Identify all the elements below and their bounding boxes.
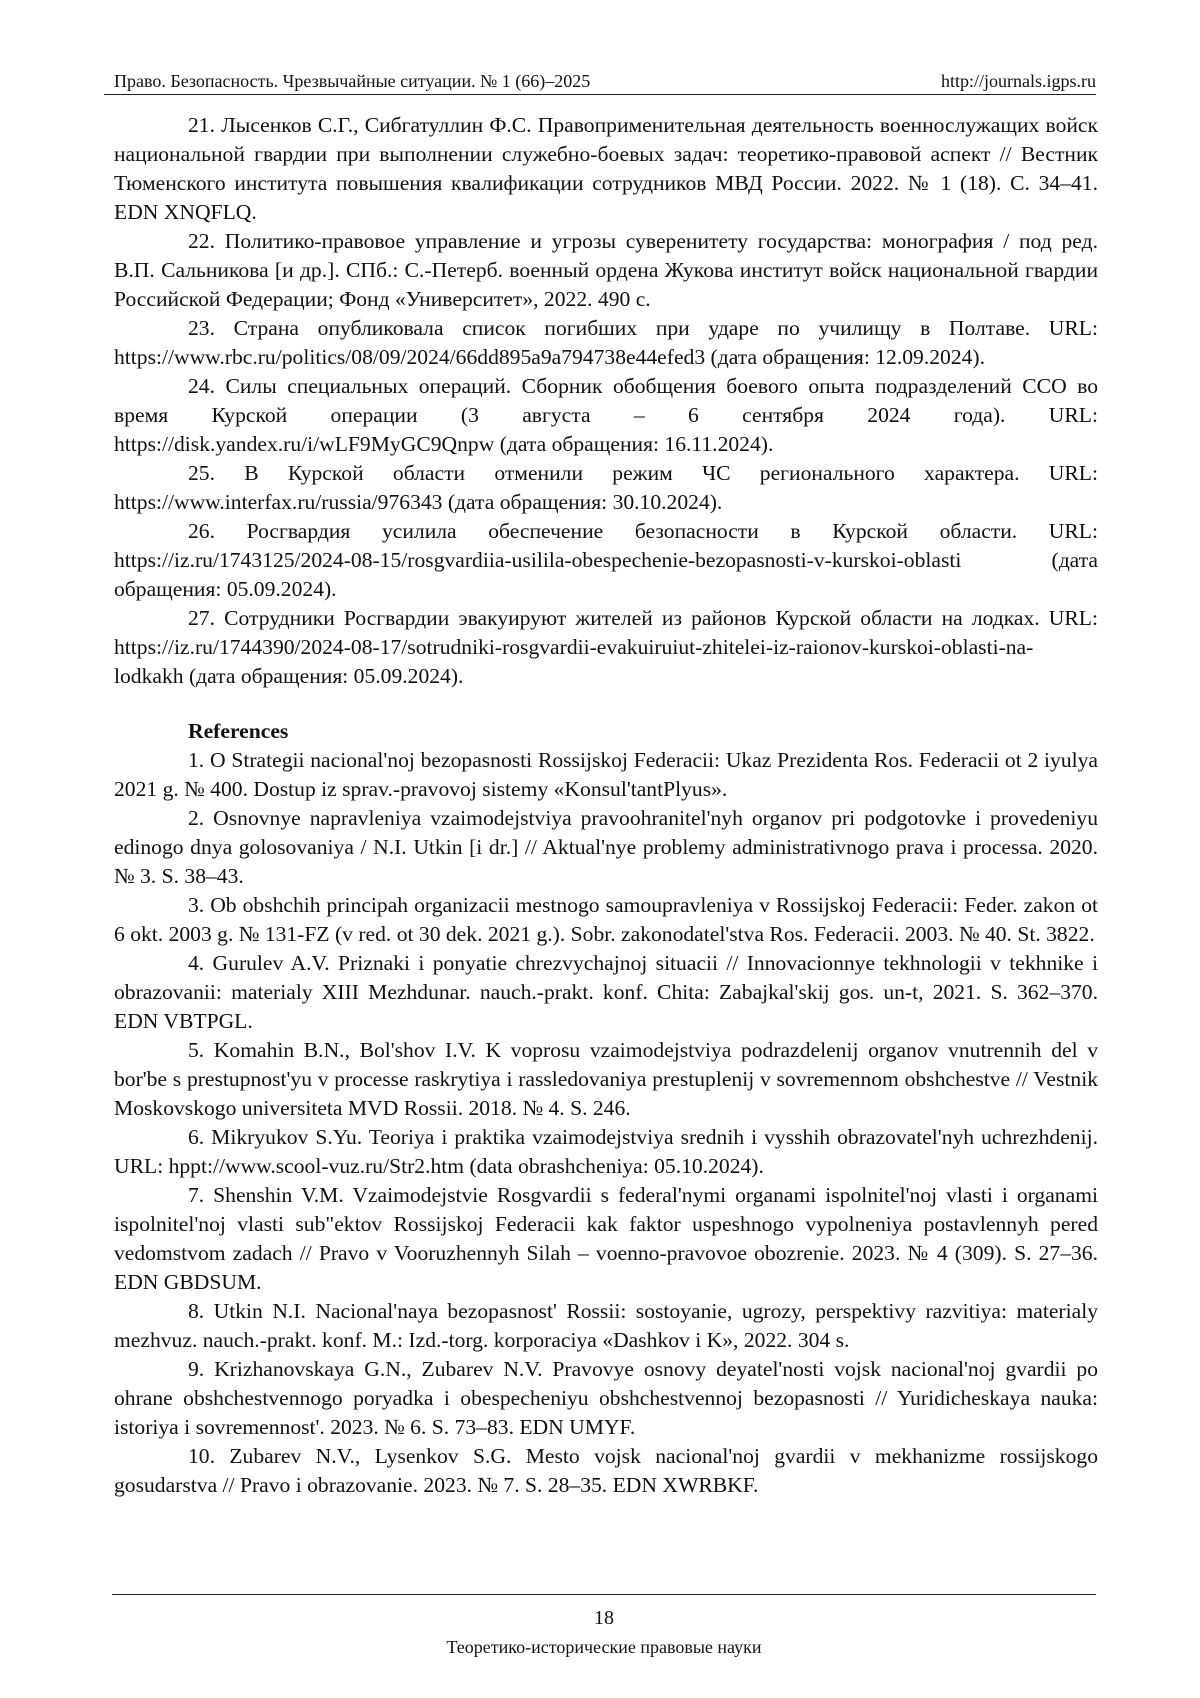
reference-item: 22. Политико-правовое управление и угрозы суверенитету государства: монография / под ред. В.П. Сальникова [и др.]. СПб.: С.-Петерб. военный ордена Жукова институт войск национальной гвардии Российской Федерации; Фонд «Университет», 2022. 490 с. xyxy=(114,229,1098,311)
reference-item: 7. Shenshin V.M. Vzaimodejstvie Rosgvardii s federal'nymi organami ispolnitel'noj vlasti i organami ispolnitel'noj vlasti sub"ektov Rossijskoj Federacii kak faktor uspeshnogo vypolneniya postavlennyh pered vedomstvom zadach // Pravo v Vooruzhennyh Silah – voenno-pravovoe obozrenie. 2023. № 4 (309). S. 27–36. EDN GBDSUM. xyxy=(114,1183,1098,1294)
reference-item: 6. Mikryukov S.Yu. Teoriya i praktika vzaimodejstviya srednih i vysshih obrazovatel'nyh uchrezhdenij. URL: hppt://www.scool-vuz.ru/Str2.htm (data obrashcheniya: 05.10.2024). xyxy=(114,1125,1098,1178)
page-number: 18 xyxy=(594,1607,614,1629)
russian-reference-list xyxy=(114,111,1098,691)
reference-item: 25. В Курской области отменили режим ЧС регионального характера. URL: https://www.interfax.ru/russia/976343 (дата обращения: 30.10.2024). xyxy=(114,461,1098,514)
reference-item: 1. O Strategii nacional'noj bezopasnosti Rossijskoj Federacii: Ukaz Prezidenta Ros. Federacii ot 2 iyulya 2021 g. № 400. Dostup iz sprav.-pravovoj sistemy «Konsul'tantPlyus». xyxy=(114,748,1098,801)
reference-item: 26. Росгвардия усилила обеспечение безопасности в Курской области. URL: https://iz.ru/1743125/2024-08-15/rosgvardiia-usilila-obespechenie-bezopasnosti-v-kurskoi-oblasti (дата обращения: 05.09.2024). xyxy=(114,519,1098,601)
running-footer xyxy=(112,1594,1096,1659)
reference-item: 5. Komahin B.N., Bol'shov I.V. K voprosu vzaimodejstviya podrazdelenij organov vnutrennih del v bor'be s prestupnost'yu v processe raskrytiya i rassledovaniya prestuplenij v sovremennom obshchestve // Vestnik Moskovskogo universiteta MVD Rossii. 2018. № 4. S. 246. xyxy=(114,1038,1098,1120)
running-header xyxy=(104,66,1096,95)
english-reference-list xyxy=(114,746,1098,1500)
journal-url[interactable]: http://journals.igps.ru xyxy=(941,71,1096,91)
reference-item: 24. Силы специальных операций. Сборник обобщения боевого опыта подразделений ССО во время Курской операции (3 августа – 6 сентября 2024 года). URL: https://disk.yandex.ru/i/wLF9MyGC9Qnpw (дата обращения: 16.11.2024). xyxy=(114,374,1098,456)
reference-item: 23. Страна опубликовала список погибших при ударе по училищу в Полтаве. URL: https://www.rbc.ru/politics/08/09/2024/66dd895a9a794738e44efed3 (дата обращения: 12.09.2024). xyxy=(114,316,1098,369)
section-title: Теоретико-исторические правовые науки xyxy=(446,1637,762,1657)
reference-item: 10. Zubarev N.V., Lysenkov S.G. Mesto vojsk nacional'noj gvardii v mekhanizme rossijskogo gosudarstva // Pravo i obrazovanie. 2023. № 7. S. 28–35. EDN XWRBKF. xyxy=(114,1444,1098,1497)
references-heading: References xyxy=(188,719,289,743)
journal-title: Право. Безопасность. Чрезвычайные ситуации. № 1 (66)–2025 xyxy=(114,71,591,91)
reference-item: 9. Krizhanovskaya G.N., Zubarev N.V. Pravovye osnovy deyatel'nosti vojsk nacional'noj gvardii po ohrane obshchestvennogo poryadka i obespecheniyu obshchestvennoj bezopasnosti // Yuridicheskaya nauka: istoriya i sovremennost'. 2023. № 6. S. 73–83. EDN UMYF. xyxy=(114,1357,1098,1439)
page-content xyxy=(114,111,1098,1500)
reference-item: 8. Utkin N.I. Nacional'naya bezopasnost' Rossii: sostoyanie, ugrozy, perspektivy razvitiya: materialy mezhvuz. nauch.-prakt. konf. M.: Izd.-torg. korporaciya «Dashkov i K», 2022. 304 s. xyxy=(114,1299,1098,1352)
reference-item: 27. Сотрудники Росгвардии эвакуируют жителей из районов Курской области на лодках. URL: https://iz.ru/1744390/2024-08-17/sotrudniki-rosgvardii-evakuiruiut-zhitelei-iz-raionov-kurskoi-oblasti-na-lodkakh (дата обращения: 05.09.2024). xyxy=(114,606,1098,688)
reference-item: 2. Osnovnye napravleniya vzaimodejstviya pravoohranitel'nyh organov pri podgotovke i provedeniyu edinogo dnya golosovaniya / N.I. Utkin [i dr.] // Aktual'nye problemy administrativnogo prava i processa. 2020. № 3. S. 38–43. xyxy=(114,806,1098,888)
reference-item: 3. Ob obshchih principah organizacii mestnogo samoupravleniya v Rossijskoj Federacii: Feder. zakon ot 6 okt. 2003 g. № 131-FZ (v red. ot 30 dek. 2021 g.). Sobr. zakonodatel'stva Ros. Federacii. 2003. № 40. St. 3822. xyxy=(114,893,1098,946)
reference-item: 4. Gurulev A.V. Priznaki i ponyatie chrezvychajnoj situacii // Innovacionnye tekhnologii v tekhnike i obrazovanii: materialy XIII Mezhdunar. nauch.-prakt. konf. Chita: Zabajkal'skij gos. un-t, 2021. S. 362–370. EDN VBTPGL. xyxy=(114,951,1098,1033)
reference-item: 21. Лысенков С.Г., Сибгатуллин Ф.С. Правоприменительная деятельность военнослужащих войск национальной гвардии при выполнении служебно-боевых задач: теоретико-правовой аспект // Вестник Тюменского института повышения квалификации сотрудников МВД России. 2022. № 1 (18). С. 34–41. EDN XNQFLQ. xyxy=(114,113,1098,224)
